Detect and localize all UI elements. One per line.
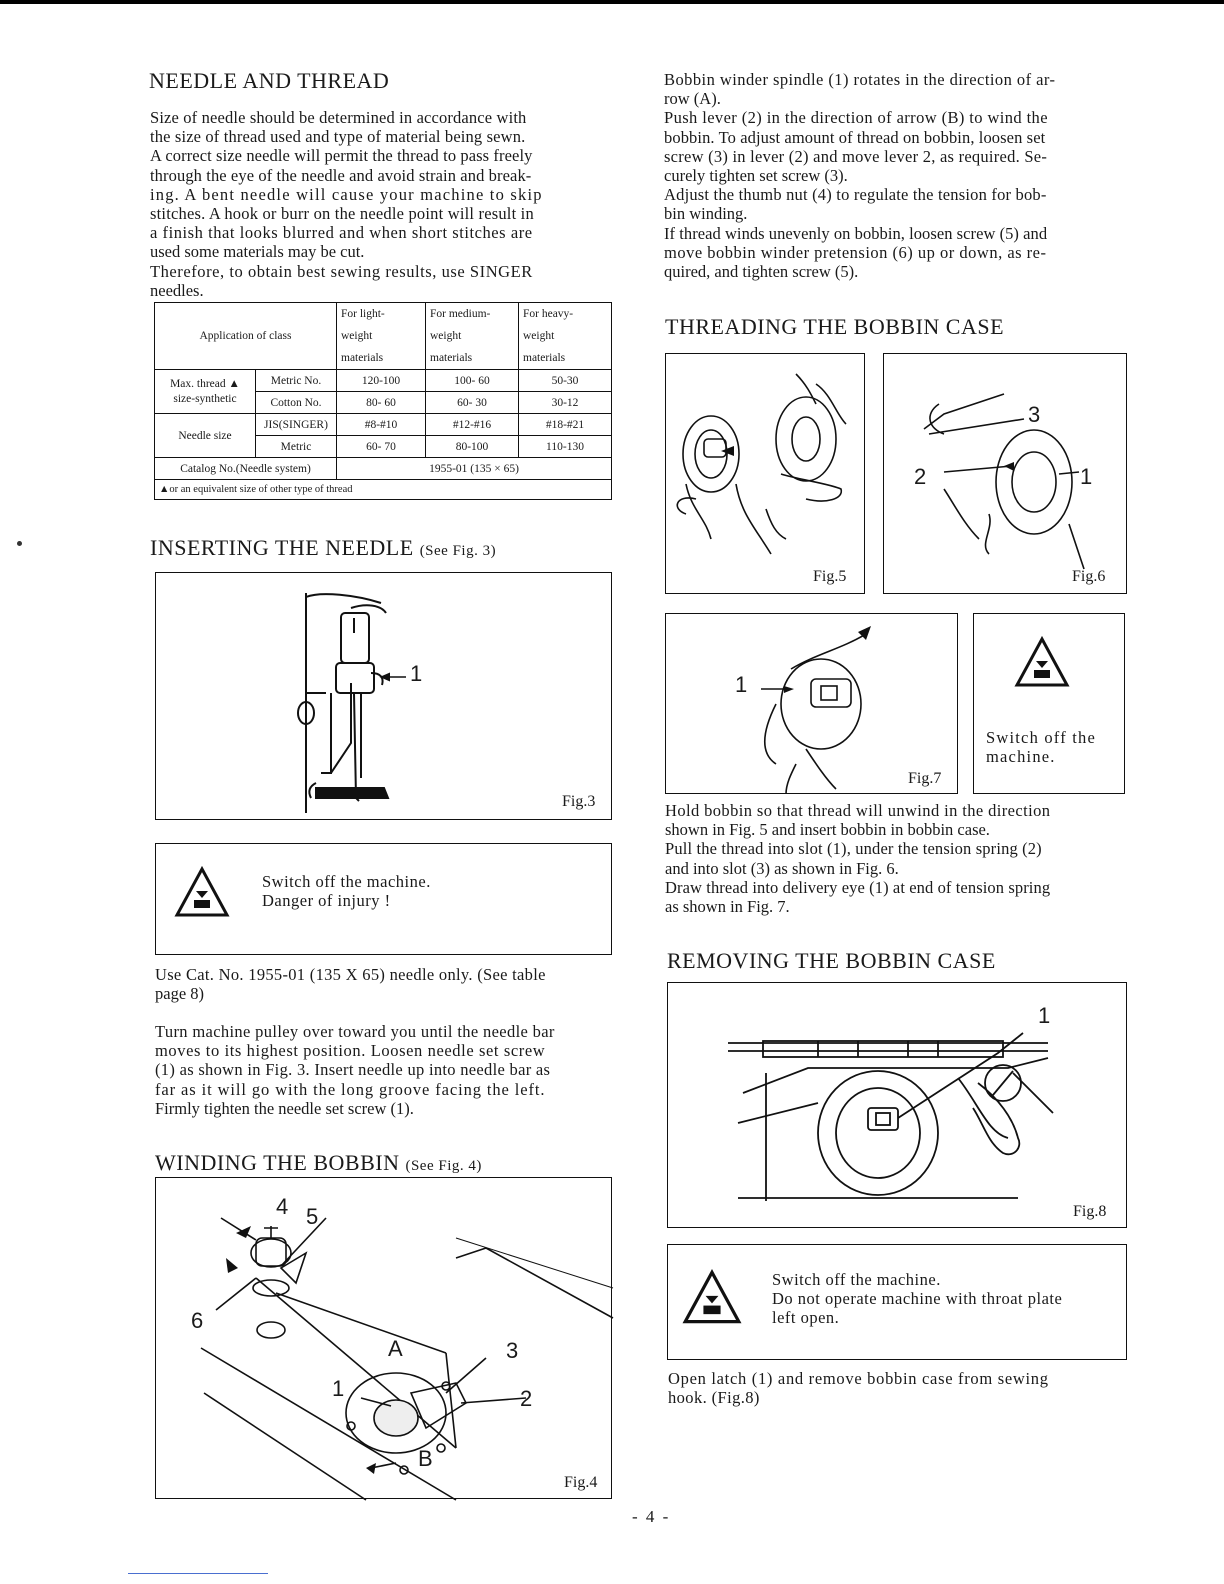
warning-text-needle: Switch off the machine. Danger of injury ! bbox=[262, 872, 431, 910]
fig4-callout-4: 4 bbox=[276, 1194, 289, 1219]
cotton-no-label: Cotton No. bbox=[256, 392, 337, 414]
figure-8-box bbox=[667, 982, 1127, 1228]
warning-triangle-icon bbox=[1014, 636, 1070, 688]
table-cell: 30-12 bbox=[519, 392, 612, 414]
table-cell: 80-100 bbox=[426, 436, 519, 458]
figure-3-box bbox=[155, 572, 612, 820]
use-needle-text: Use Cat. No. 1955-01 (135 X 65) needle only. (See table page 8) bbox=[155, 965, 546, 1004]
fig5-label: Fig.5 bbox=[813, 568, 847, 585]
table-cell: 60- 70 bbox=[337, 436, 426, 458]
warning-text-threading: Switch off the machine. bbox=[986, 728, 1096, 766]
insert-needle-instructions: Turn machine pulley over toward you until the needle bar moves to its highest position. Loosen needle set screw (1) as shown in Fig. 3. Insert needle up into needle bar as far as it will go with the long groove facing the left. Firmly tighten the needle set screw (1). bbox=[155, 1022, 555, 1118]
fig4-callout-3: 3 bbox=[506, 1338, 519, 1363]
fig4-callout-5: 5 bbox=[306, 1204, 319, 1229]
warning-triangle-icon bbox=[682, 1269, 742, 1325]
table-cell: #12-#16 bbox=[426, 414, 519, 436]
sewing-hook-illustration bbox=[668, 983, 1128, 1229]
table-cell: #18-#21 bbox=[519, 414, 612, 436]
inserting-see-fig: (See Fig. 3) bbox=[419, 543, 497, 559]
application-of-class-header: Application of class bbox=[155, 303, 337, 370]
warning-triangle-icon bbox=[174, 866, 230, 918]
winding-see-fig: (See Fig. 4) bbox=[405, 1158, 482, 1174]
delivery-eye-illustration bbox=[666, 614, 959, 795]
fig4-callout-1: 1 bbox=[332, 1376, 345, 1401]
figure-4-box bbox=[155, 1177, 612, 1499]
jis-singer-label: JIS(SINGER) bbox=[256, 414, 337, 436]
catalog-label: Catalog No.(Needle system) bbox=[155, 458, 337, 480]
fig4-callout-B: B bbox=[418, 1446, 433, 1471]
metric-label: Metric bbox=[256, 436, 337, 458]
fig6-callout-3: 3 bbox=[1028, 402, 1041, 427]
warning-box-needle bbox=[155, 843, 612, 955]
fig4-callout-2: 2 bbox=[520, 1386, 533, 1411]
table-cell: 120-100 bbox=[337, 370, 426, 392]
fig3-label: Fig.3 bbox=[562, 793, 596, 810]
table-cell: 100- 60 bbox=[426, 370, 519, 392]
fig7-label: Fig.7 bbox=[908, 770, 942, 787]
col-heavy-header: For heavy- weight materials bbox=[519, 303, 612, 370]
section-title-threading-bobbin-case: THREADING THE BOBBIN CASE bbox=[665, 314, 1005, 339]
fig6-callout-1: 1 bbox=[1080, 464, 1093, 489]
needle-size-label: Needle size bbox=[155, 414, 256, 458]
fig4-callout-6: 6 bbox=[191, 1308, 204, 1333]
section-title-winding-bobbin: WINDING THE BOBBIN (See Fig. 4) bbox=[155, 1150, 482, 1175]
threading-instructions: Hold bobbin so that thread will unwind in the direction shown in Fig. 5 and insert bobbin in bobbin case. Pull the thread into slot (1), under the tension spring (2) and into slot (3) as shown in Fig. 6. Draw thread into delivery eye (1) at end of tension spring as shown in Fig. 7. bbox=[665, 801, 1051, 917]
table-cell: 80- 60 bbox=[337, 392, 426, 414]
table-footnote: ▲or an equivalent size of other type of thread bbox=[155, 480, 612, 500]
bottom-rule bbox=[128, 1573, 268, 1574]
fig6-label: Fig.6 bbox=[1072, 568, 1106, 585]
fig4-label: Fig.4 bbox=[564, 1474, 598, 1491]
fig3-callout-1: 1 bbox=[410, 661, 423, 686]
fig8-label: Fig.8 bbox=[1073, 1203, 1107, 1220]
catalog-value: 1955-01 (135 × 65) bbox=[337, 458, 612, 480]
top-rule bbox=[0, 0, 1224, 4]
max-thread-label: Max. thread ▲ size-synthetic bbox=[155, 370, 256, 414]
table-cell: 50-30 bbox=[519, 370, 612, 392]
figure-6-box bbox=[883, 353, 1127, 594]
needle-thread-text: Size of needle should be determined in accordance with the size of thread used and type of material being sewn. A correct size needle will permit the thread to pass freely through the eye of the needle and avoid strain and break- ing. A bent needle will cause your machine to skip stitches. A hook or burr on the needle point will result in a finish that looks blurred and when short stitches are used some materials may be cut. Therefore, to obtain best sewing results, use SINGER needles. bbox=[150, 108, 543, 300]
fig6-callout-2: 2 bbox=[914, 464, 927, 489]
warning-box-removing bbox=[667, 1244, 1127, 1360]
section-title-inserting-needle: INSERTING THE NEEDLE (See Fig. 3) bbox=[150, 535, 497, 560]
col-medium-header: For medium- weight materials bbox=[426, 303, 519, 370]
fig4-callout-A: A bbox=[388, 1336, 403, 1361]
bobbin-winder-text: Bobbin winder spindle (1) rotates in the direction of ar- row (A). Push lever (2) in the direction of arrow (B) to wind the bobbin. To adjust amount of thread on bobbin, loosen set screw (3) in lever (2) and move lever 2, as required. Se- curely tighten set screw (3). Adjust the thumb nut (4) to regulate the tension for bob- bin winding. If thread winds unevenly on bobbin, loosen screw (5) and move bobbin winder pretension (6) up or down, as re- quired, and tighten screw (5). bbox=[664, 70, 1056, 282]
bobbin-insert-illustration bbox=[666, 354, 866, 595]
fig7-callout-1: 1 bbox=[735, 672, 748, 697]
bobbin-winder-illustration bbox=[156, 1178, 613, 1500]
fig8-callout-1: 1 bbox=[1038, 1003, 1051, 1028]
warning-box-threading bbox=[973, 613, 1125, 794]
metric-no-label: Metric No. bbox=[256, 370, 337, 392]
warning-text-removing: Switch off the machine. Do not operate machine with throat plate left open. bbox=[772, 1270, 1063, 1327]
table-cell: 110-130 bbox=[519, 436, 612, 458]
section-title-needle-thread: NEEDLE AND THREAD bbox=[149, 68, 390, 93]
removing-instructions: Open latch (1) and remove bobbin case from sewing hook. (Fig.8) bbox=[668, 1369, 1049, 1408]
figure-5-box bbox=[665, 353, 865, 594]
table-cell: #8-#10 bbox=[337, 414, 426, 436]
margin-bullet bbox=[17, 541, 22, 546]
needle-illustration bbox=[156, 573, 613, 821]
section-title-removing-bobbin-case: REMOVING THE BOBBIN CASE bbox=[667, 948, 996, 973]
page-number: - 4 - bbox=[632, 1507, 671, 1526]
col-light-header: For light- weight materials bbox=[337, 303, 426, 370]
table-cell: 60- 30 bbox=[426, 392, 519, 414]
figure-7-box bbox=[665, 613, 958, 794]
needle-spec-table bbox=[154, 302, 612, 500]
